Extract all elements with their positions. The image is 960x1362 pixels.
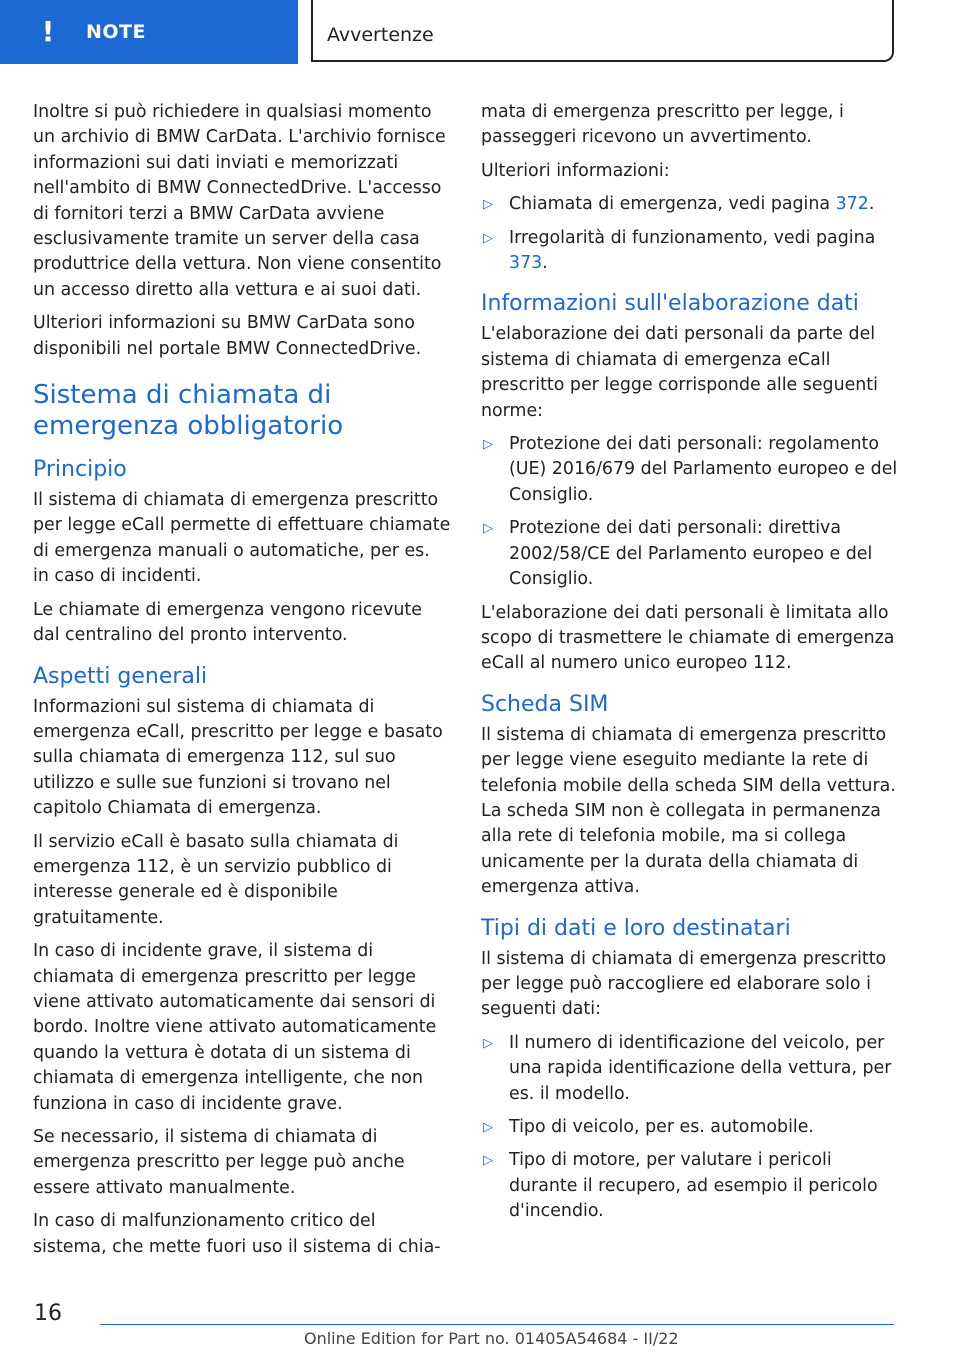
paragraph: Il sistema di chiamata di emergenza prescritto per legge viene eseguito mediante la rete di telefonia mobile della scheda SIM della vettura. La scheda SIM non è collegata in permanenza alla rete di telefonia mobile, ma si collega unicamente per la durata della chiamata di emergenza attiva. (481, 724, 896, 898)
bullet-triangle-icon: ▷ (483, 437, 493, 453)
paragraph: Il sistema di chiamata di emergenza prescritto per legge eCall permette di effettuare chiamate di emergenza manuali o automatiche, per es. in caso di incidenti. (33, 490, 451, 587)
paragraph: Informazioni sul sistema di chiamata di emergenza eCall, prescritto per legge e basato sulla chiamata di emergenza 112, sul suo utilizzo e sulle sue funzioni si trovano nel capitolo Chiamata di emergenza. (33, 696, 443, 819)
footer-edition: Online Edition for Part no. 01405A54684 - II/22 (304, 1329, 679, 1348)
bullet-triangle-icon: ▷ (483, 1153, 493, 1169)
subsection-heading: Scheda SIM (481, 691, 609, 717)
paragraph: Se necessario, il sistema di chiamata di emergenza prescritto per legge può anche essere attivato manualmente. (33, 1127, 405, 1198)
bullet-triangle-icon: ▷ (483, 197, 493, 213)
paragraph: Ulteriori informazioni: (481, 160, 670, 181)
reference-list (481, 192, 901, 276)
paragraph: Il servizio eCall è basato sulla chiamata di emergenza 112, è un servizio pubblico di interesse generale ed è disponibile gratuitamente. (33, 831, 399, 928)
note-tab (0, 0, 298, 64)
note-label: NOTE (86, 21, 146, 43)
section-title-box (311, 0, 894, 62)
page-link[interactable]: 373 (509, 253, 543, 274)
page-header (0, 0, 960, 66)
paragraph: In caso di incidente grave, il sistema di chiamata di emergenza prescritto per legge viene attivato automaticamente dai sensori di bordo. Inoltre viene attivato automaticamente quando la vettura è dotata di un sistema di chiamata di emergenza intelligente, che non funziona in caso di incidente grave. (33, 941, 437, 1114)
right-column (481, 100, 901, 1233)
subsection-heading: Aspetti generali (33, 663, 208, 689)
exclamation-icon: ! (41, 15, 55, 48)
paragraph: Ulteriori informazioni su BMW CarData sono disponibili nel portale BMW ConnectedDrive. (33, 313, 422, 359)
section-heading: Sistema di chiamata di emergenza obbligatorio (33, 380, 344, 442)
list-item: ▷ Protezione dei dati personali: direttiva 2002/58/CE del Parlamento europeo e del Consiglio. (483, 518, 873, 590)
subsection-heading: Tipi di dati e loro destinatari (481, 915, 791, 941)
paragraph: L'elaborazione dei dati personali è limitata allo scopo di trasmettere le chiamate di emergenza eCall al numero unico europeo 112. (481, 602, 895, 674)
norms-list (481, 432, 901, 592)
subsection-heading: Informazioni sull'elaborazione dati (481, 291, 859, 317)
list-item: ▷ Chiamata di emergenza, vedi pagina 372. (481, 192, 901, 217)
paragraph: Le chiamate di emergenza vengono ricevute dal centralino del pronto intervento. (33, 599, 422, 646)
list-item: ▷ Protezione dei dati personali: regolamento (UE) 2016/679 del Parlamento europeo e del Consiglio. (483, 434, 898, 505)
paragraph: L'elaborazione dei dati personali da parte del sistema di chiamata di emergenza eCall prescritto per legge corrisponde alle seguenti norme: (481, 324, 878, 421)
left-column (33, 100, 451, 1268)
footer-divider (100, 1324, 894, 1325)
paragraph: In caso di malfunzionamento critico del sistema, che mette fuori uso il sistema di chia- (33, 1211, 441, 1257)
section-title: Avvertenze (327, 24, 434, 46)
data-types-list (481, 1031, 901, 1225)
page-number: 16 (34, 1301, 62, 1326)
list-item: ▷ Tipo di veicolo, per es. automobile. (481, 1115, 901, 1140)
paragraph: Il sistema di chiamata di emergenza prescritto per legge può raccogliere ed elaborare solo i seguenti dati: (481, 948, 887, 1020)
page-link[interactable]: 372 (835, 194, 869, 215)
bullet-triangle-icon: ▷ (483, 230, 493, 246)
bullet-triangle-icon: ▷ (483, 1120, 493, 1135)
list-item: ▷ Tipo di motore, per valutare i pericoli durante il recupero, ad esempio il pericolo d'incendio. (483, 1150, 878, 1222)
paragraph: Inoltre si può richiedere in qualsiasi momento un archivio di BMW CarData. L'archivio fornisce informazioni sui dati inviati e memorizzati nell'ambito di BMW ConnectedDrive. L'accesso di fornitori terzi a BMW CarData avviene esclusivamente tramite un server della casa produttrice della vettura. Non viene consentito un accesso diretto alla vettura e ai suoi dati. (33, 102, 446, 300)
list-item: ▷ Irregolarità di funzionamento, vedi pagina 373. (483, 227, 876, 274)
bullet-triangle-icon: ▷ (483, 521, 493, 537)
subsection-heading: Principio (33, 457, 127, 483)
list-item: ▷ Il numero di identificazione del veicolo, per una rapida identificazione della vettura, per es. il modello. (483, 1032, 892, 1104)
paragraph: mata di emergenza prescritto per legge, i passeggeri ricevono un avvertimento. (481, 102, 844, 148)
bullet-triangle-icon: ▷ (483, 1035, 493, 1051)
